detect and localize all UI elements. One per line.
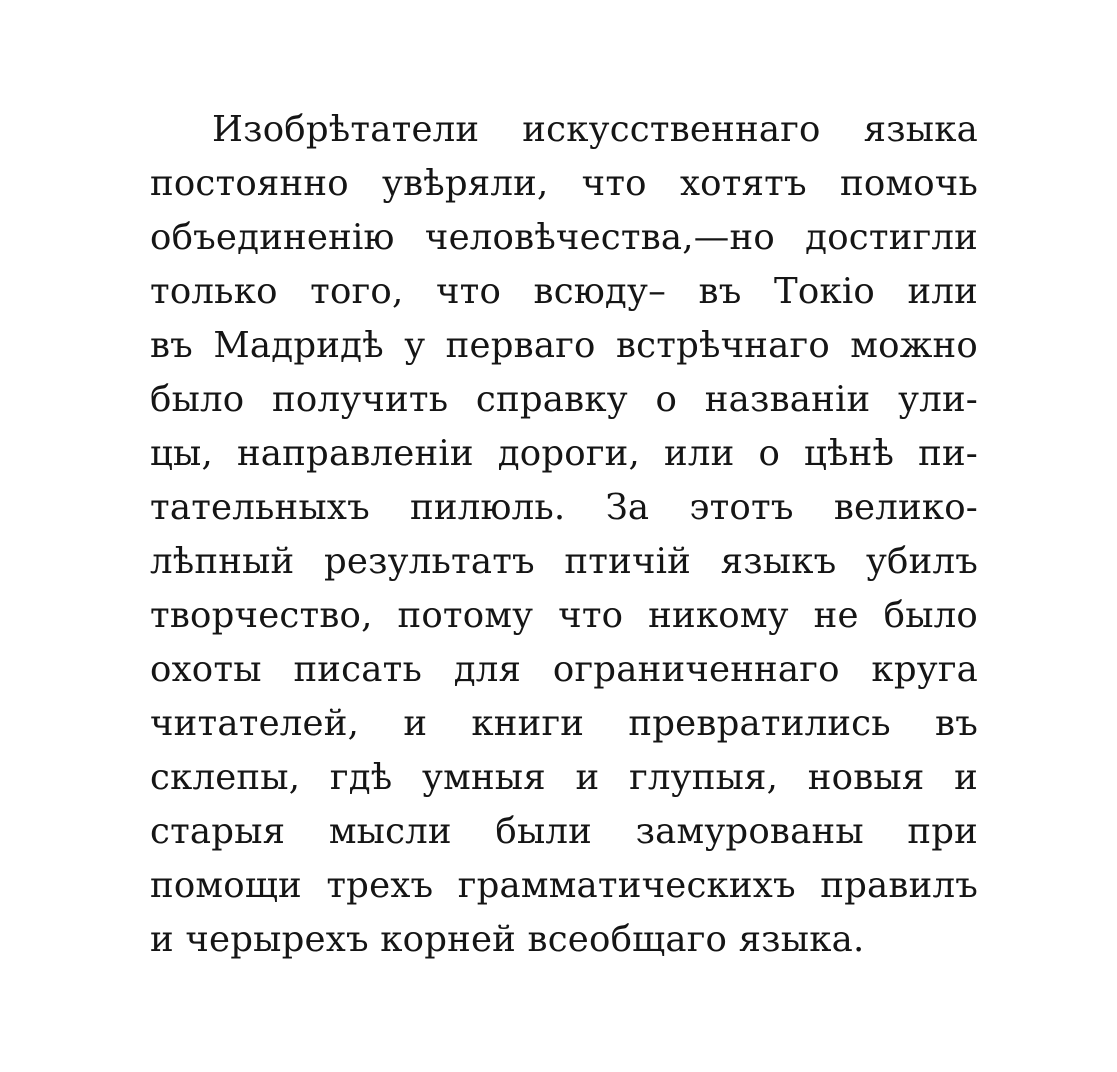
text-line-5: въ Мадридѣ у перваго встрѣчнаго можно	[150, 325, 978, 366]
body-paragraph	[150, 103, 978, 967]
text-line-4: только того, что всюду– въ Токіо или	[150, 271, 978, 312]
text-line-7: цы, направленіи дороги, или о цѣнѣ пи-	[150, 433, 978, 474]
text-line-3: объединенію человѣчества,—но достигли	[150, 217, 978, 258]
text-line-6: было получить справку о названіи ули-	[150, 379, 978, 420]
text-line-13: склепы, гдѣ умныя и глупыя, новыя и	[150, 757, 978, 798]
text-line-15: помощи трехъ грамматическихъ правилъ	[150, 865, 978, 906]
text-line-2: постоянно увѣряли, что хотятъ помочь	[150, 163, 978, 204]
text-line-10: творчество, потому что никому не было	[150, 595, 978, 636]
text-line-11: охоты писать для ограниченнаго круга	[150, 649, 978, 690]
text-line-1: Изобрѣтатели искусственнаго языка	[212, 109, 978, 150]
text-line-12: читателей, и книги превратились въ	[150, 703, 978, 744]
text-line-8: тательныхъ пилюль. За этотъ велико-	[150, 487, 978, 528]
text-line-14: старыя мысли были замурованы при	[150, 811, 978, 852]
text-line-9: лѣпный результатъ птичій языкъ убилъ	[150, 541, 978, 582]
text-line-16: и черырехъ корней всеобщаго языка.	[150, 919, 865, 960]
